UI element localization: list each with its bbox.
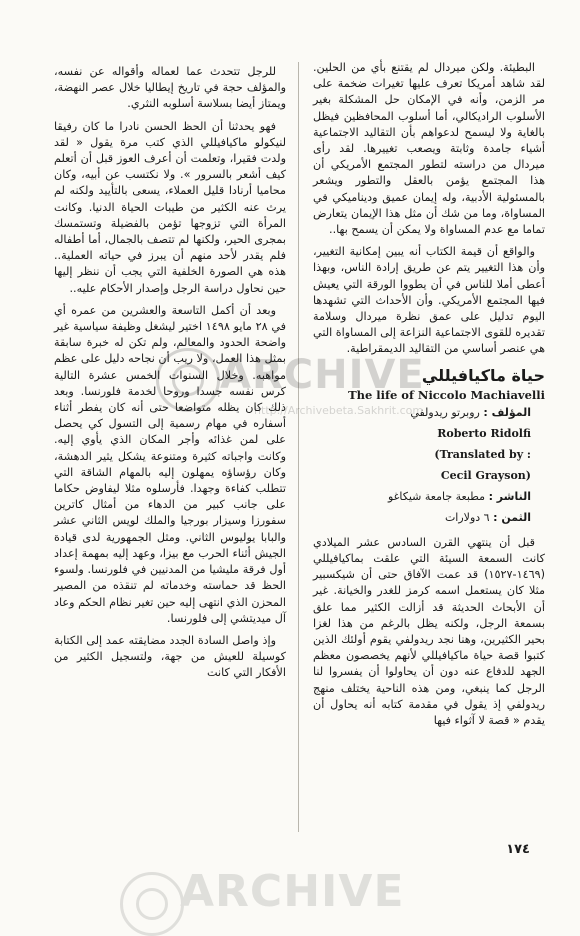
paragraph: قبل أن ينتهي القرن السادس عشر الميلادي كانت السمعة السيئة التي علقت بماكيافيللي (١٤٦٩-١٥٢٧) قد عمت الآفاق حتى أن شيكسبير مثلا كان يستعمل اسمه كرمز للغدر والخيانة. غير أن الأبحاث الحديثة قد أزالت الكثير مما علق بسمعة الرجل، ولكنه يظل بالرغم من هذا لغزا بحير الكثيرين، وهنا نجد ريدولفي يقوم أولئك الذين كتبوا قصة حياة ماكيافيللي لأنهم يخصصون معظم الجهد للدفاع عنه دون أن يحاولوا أن يفسروا لنا الرجل كما ينبغي، ومن هذه الناحية يختلف منهج ريدولفي إذ يقول في مقدمة كتابه أنه يحاول أن يقدم « قصة لا آثواء فيها: [313, 535, 545, 728]
author-english: Roberto Ridolfi: [437, 426, 531, 440]
translator-english: Cecil Grayson): [440, 468, 531, 482]
translator-line: [313, 468, 541, 483]
watermark-text: ARCHIVE: [180, 866, 405, 917]
left-column: [54, 64, 286, 688]
translated-by: (Translated by :: [434, 447, 531, 461]
archive-watermark-bottom: [140, 866, 460, 924]
author-label: المؤلف :: [483, 405, 531, 419]
paragraph: للرجل تتحدث عما لعماله وأقواله عن نفسه، والمؤلف حجة في تاريخ إيطاليا خلال عصر النهضة، ويمتاز أيضا بسلاسة أسلوبه النثري.: [54, 65, 286, 111]
paragraph: وإذ واصل السادة الجدد مضايقته عمد إلى الكتابة كوسيلة للعيش من جهة، ولتسجيل الكثير من الأفكار التي كانت: [54, 633, 286, 680]
publisher-label: الناشر :: [488, 489, 531, 503]
watermark-url: http://Archivebeta.Sakhrit.com: [254, 404, 424, 417]
paragraph: البطيئة. ولكن ميردال لم يقتنع بأي من الحلين. لقد شاهد أمريكا تعرف عليها تغيرات ضخمة على مر الزمن، وأنه في الإمكان حل المشكلة بغير الأسلوب الراديكالي، أما أسلوب المحافظين فيظل بالغاية ولا ليسمح لدعواهم بأن التقاليد الاجتماعية أشياء جامدة وثابتة ويصعب تغييرها. لقد رأى ميردال من دراسته لتطور المجتمع الأمريكي أن هذا المجتمع يؤمن بالعقل والتطور ويشعر بالمسئولية الأدبية، وله إيمان عميق وديناميكي في المساواة، وما من شك أن مثل هذا الإيمان يتعارض تماما مع عدم المساواة ولا يمكن أن يسمح بها..: [313, 61, 545, 237]
column-divider: [298, 62, 299, 832]
price-line: [313, 510, 541, 525]
page-number: ١٧٤: [506, 842, 530, 857]
author-line: [313, 405, 541, 420]
archive-logo-icon: [120, 872, 184, 936]
author-arabic: روبرتو ريدولفي: [410, 405, 480, 419]
paragraph: وبعد أن أكمل التاسعة والعشرين من عمره أي في ٢٨ مايو ١٤٩٨ اختير ليشغل وظيفة سياسية غير واضحة الحدود والمعالم، ولم تكن له خبرة سابقة بمثل هذا العمل، ولا ريب أن نجاحه دليل على عظم مواهبه. وخلال السنوات الخمس عشرة التالية كرس نفسه جسدا وروحا لخدمة فلورنسا. وبعد ذلك كان يظله متواضعا حتى أنه كان يفطر أثناء أسفاره في مهام رسمية إلى التسول كي يحصل على لمن غذائه وأجر المكان الذي يأوي إليه. وكانت واجباته كثيرة ومتنوعة يشكل يثير الدهشة، وكان رؤساؤه يمهلون إليه بالمهام الشاقة التي تتطلب كفاءة وجهدا. فأرسلوه مثلا ليفاوض حكاما على جانب كبير من الدهاء من أمثال كاترين سفورزا وسيزار بورجيا والملك لويس الثاني عشر والبابا يوليوس الثاني. ومثل الجمهورية لدى قيادة الجيش أثناء الحرب مع بيزا، وعهد إليه بمهمة إعداد أول فرقة مليشيا من المدنيين في فلورنسا. ولسوء الحظ قد حماسته وخدماته لم تنقذه من المصير المحزن الذي انتهى إليه حين تغير نظام الحكم وعاد آل ميديتشي إلى فلورنسا.: [54, 303, 286, 625]
book-meta: [313, 405, 545, 525]
price-label: الثمن :: [493, 510, 531, 524]
paragraph: والواقع أن قيمة الكتاب أنه يبين إمكانية التغيير، وأن هذا التغيير يتم عن طريق إرادة الناس، وبهذا أعطى أملا للناس في أن يطووا الورقة التي يعيش فيها المجتمع الأمريكي. وأن الأحداث التي تشهدها اليوم تدليل على عمق نظرة ميردال وسلامة تقديره للقوى الاجتماعية النزاعة إلى المساواة التي هي عنصر أساسي من التقاليد الديمقراطية.: [313, 245, 545, 356]
paragraph: فهو يحدثنا أن الحظ الحسن نادرا ما كان رفيقا لنيكولو ماكيافيللي الذي كتب مرة يقول « لقد ولدت فقيرا، وتعلمت أن أعرف العوز قبل أن أتعلم كيف أشعر بالسرور ». ولا نكتسب عن أبيه، وكان محاميا أرنادا قليل العملاء، يسعى بالتأييد ولكنه لم يرث عنه الكثير من طيبات الحياة الدنيا. وكانت المرأة التي تزوجها تؤمن بالفضيلة وتستمسك بمجرى الحير، ولكنها لم تتصف بالجمال، أما أطفاله فلم يقدر لأحد منهم أن يبرز في حياته العملية.. هذه هي الصورة الخلفية التي يجب أن ننظر إليها حين نحاول دراسة الرجل وإصدار الأحكام عليه..: [54, 119, 286, 295]
publisher-line: [313, 489, 541, 504]
publisher: مطبعة جامعة شيكاغو: [388, 489, 486, 503]
price: ٦ دولارات: [444, 510, 490, 524]
author-english-line: [313, 426, 541, 441]
translated-by-line: [313, 447, 541, 462]
right-column: [313, 60, 545, 735]
book-title-arabic: حياة ماكيافيللي: [421, 365, 545, 385]
watermark-text: ARCHIVE: [220, 352, 425, 398]
book-title-english: The life of Niccolo Machiavelli: [348, 387, 545, 402]
